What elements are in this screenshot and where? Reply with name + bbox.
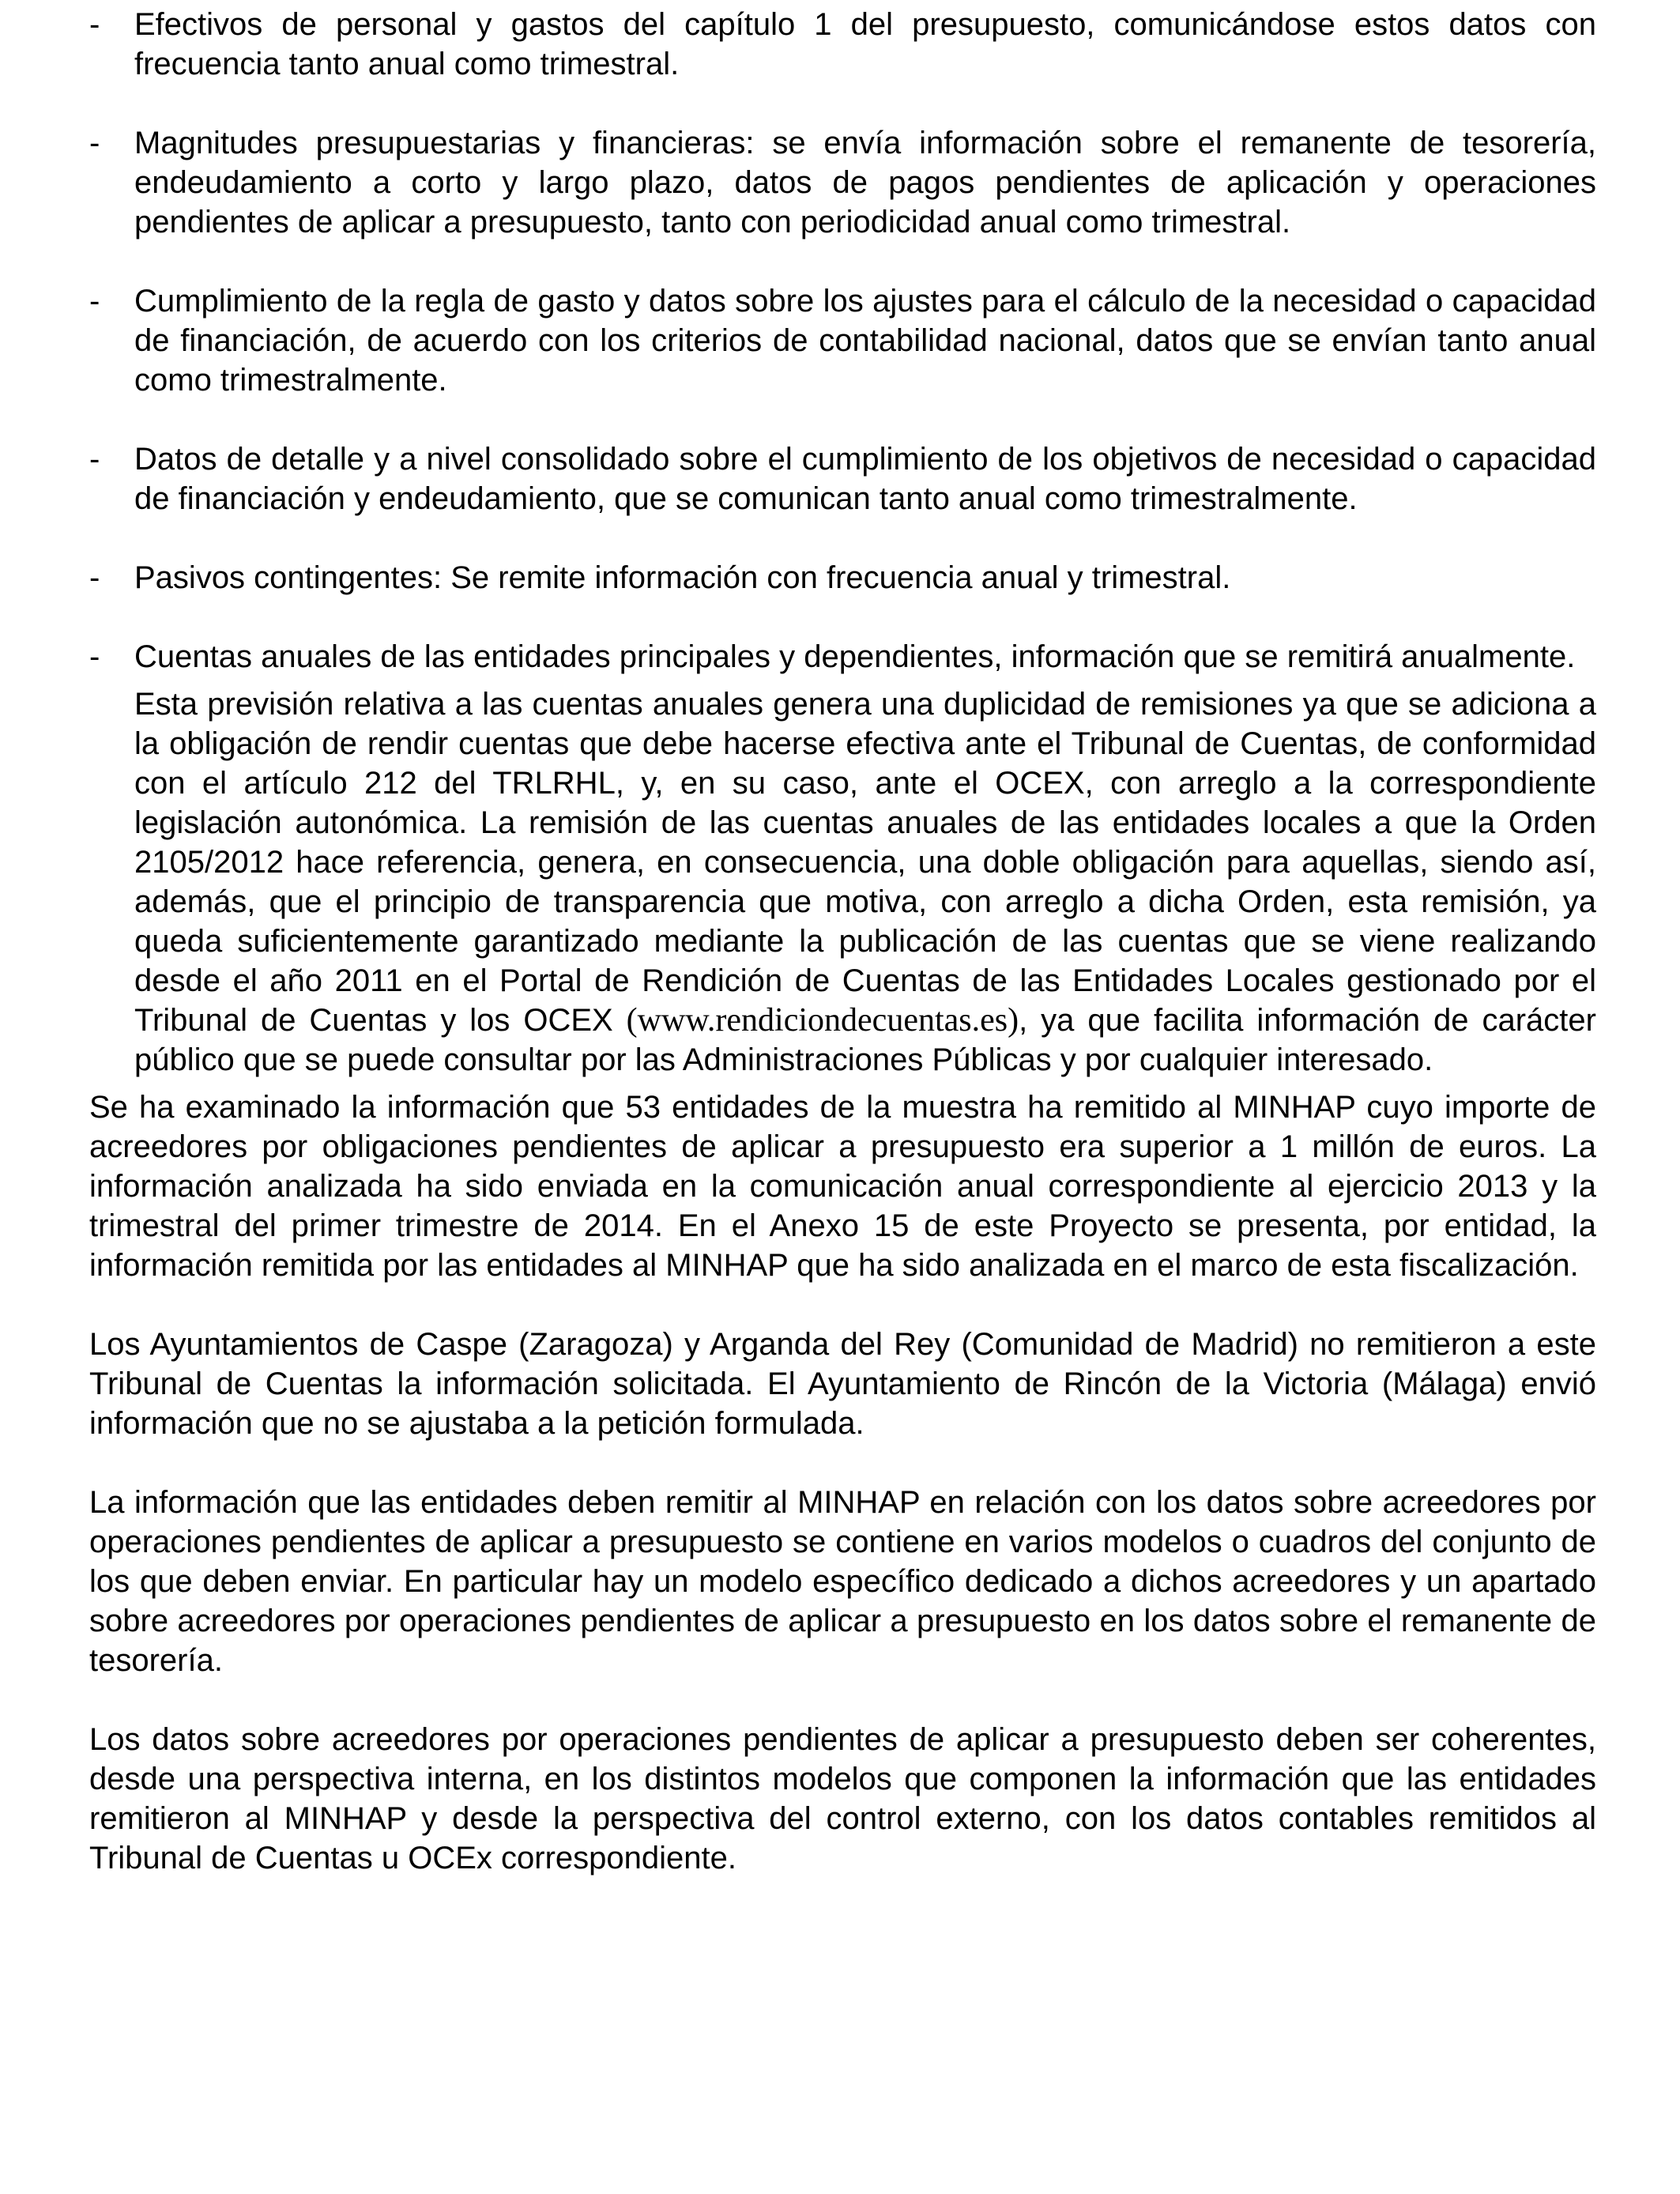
bullet-dash: - <box>89 7 100 42</box>
indented-paragraph-text: Esta previsión relativa a las cuentas anuales genera una duplicidad de remisiones ya que se adiciona a la obligación de rendir cuentas que debe hacerse efectiva ante el Tribunal de Cuentas, de conformidad con el artículo 212 del TRLRHL, y, en su caso, ante el OCEX, con arreglo a la correspondiente legislación autonómica. La remisión de las cuentas anuales de las entidades locales a que la Orden 2105/2012 hace referencia, genera, en consecuencia, una doble obligación para aquellas, siendo así, además, que el principio de transparencia que motiva, con arreglo a dicha Orden, esta remisión, ya queda suficientemente garantizado mediante la publicación de las cuentas que se viene realizando desde el año 2011 en el Portal de Rendición de Cuentas de las Entidades Locales gestionado por el Tribunal de Cuentas y los OCEX <box>134 687 1596 1038</box>
bullet-list <box>89 5 1596 677</box>
bullet-text: Magnitudes presupuestarias y financieras: se envía información sobre el remanente de tesorería, endeudamiento a corto y largo plazo, datos de pagos pendientes de aplicación y operaciones pendientes de aplicar a presupuesto, tanto con periodicidad anual como trimestral. <box>134 126 1596 239</box>
bullet-dash: - <box>89 284 100 319</box>
document-body <box>89 5 1596 1878</box>
bullet-text: Datos de detalle y a nivel consolidado sobre el cumplimiento de los objetivos de necesidad o capacidad de financiación y endeudamiento, que se comunican tanto anual como trimestralmente. <box>134 442 1596 516</box>
portal-url: (www.rendiciondecuentas.es) <box>626 1002 1019 1039</box>
bullet-dash: - <box>89 560 100 595</box>
bullet-dash: - <box>89 126 100 160</box>
indented-paragraph-text-end: , ya que facilita información de carácter público que se puede consultar por las Administraciones Públicas y por cualquier interesado. <box>134 1003 1596 1077</box>
indented-paragraph <box>89 684 1596 1080</box>
bullet-text: Efectivos de personal y gastos del capítulo 1 del presupuesto, comunicándose estos datos con frecuencia tanto anual como trimestral. <box>134 7 1596 81</box>
bullet-item <box>89 439 1596 518</box>
bullet-dash: - <box>89 639 100 674</box>
bullet-item <box>89 637 1596 677</box>
bullet-item <box>89 123 1596 242</box>
bullet-dash: - <box>89 442 100 477</box>
body-paragraph: Los Ayuntamientos de Caspe (Zaragoza) y Arganda del Rey (Comunidad de Madrid) no remitieron a este Tribunal de Cuentas la información solicitada. El Ayuntamiento de Rincón de la Victoria (Málaga) envió información que no se ajustaba a la petición formulada. <box>89 1327 1596 1441</box>
bullet-item <box>89 558 1596 598</box>
bullet-text: Pasivos contingentes: Se remite información con frecuencia anual y trimestral. <box>134 560 1231 595</box>
bullet-text: Cumplimiento de la regla de gasto y datos sobre los ajustes para el cálculo de la necesidad o capacidad de financiación, de acuerdo con los criterios de contabilidad nacional, datos que se envían tanto anual como trimestralmente. <box>134 284 1596 398</box>
bullet-text: Cuentas anuales de las entidades principales y dependientes, información que se remitirá anualmente. <box>134 639 1576 674</box>
body-paragraph: Se ha examinado la información que 53 entidades de la muestra ha remitido al MINHAP cuyo importe de acreedores por obligaciones pendientes de aplicar a presupuesto era superior a 1 millón de euros. La información analizada ha sido enviada en la comunicación anual correspondiente al ejercicio 2013 y la trimestral del primer trimestre de 2014. En el Anexo 15 de este Proyecto se presenta, por entidad, la información remitida por las entidades al MINHAP que ha sido analizada en el marco de esta fiscalización. <box>89 1090 1596 1283</box>
body-paragraph: Los datos sobre acreedores por operaciones pendientes de aplicar a presupuesto deben ser coherentes, desde una perspectiva interna, en los distintos modelos que componen la información que las entidades remitieron al MINHAP y desde la perspectiva del control externo, con los datos contables remitidos al Tribunal de Cuentas u OCEx correspondiente. <box>89 1722 1596 1875</box>
body-paragraph: La información que las entidades deben remitir al MINHAP en relación con los datos sobre acreedores por operaciones pendientes de aplicar a presupuesto se contiene en varios modelos o cuadros del conjunto de los que deben enviar. En particular hay un modelo específico dedicado a dichos acreedores y un apartado sobre acreedores por operaciones pendientes de aplicar a presupuesto en los datos sobre el remanente de tesorería. <box>89 1485 1596 1678</box>
bullet-item <box>89 5 1596 84</box>
bullet-item <box>89 281 1596 400</box>
